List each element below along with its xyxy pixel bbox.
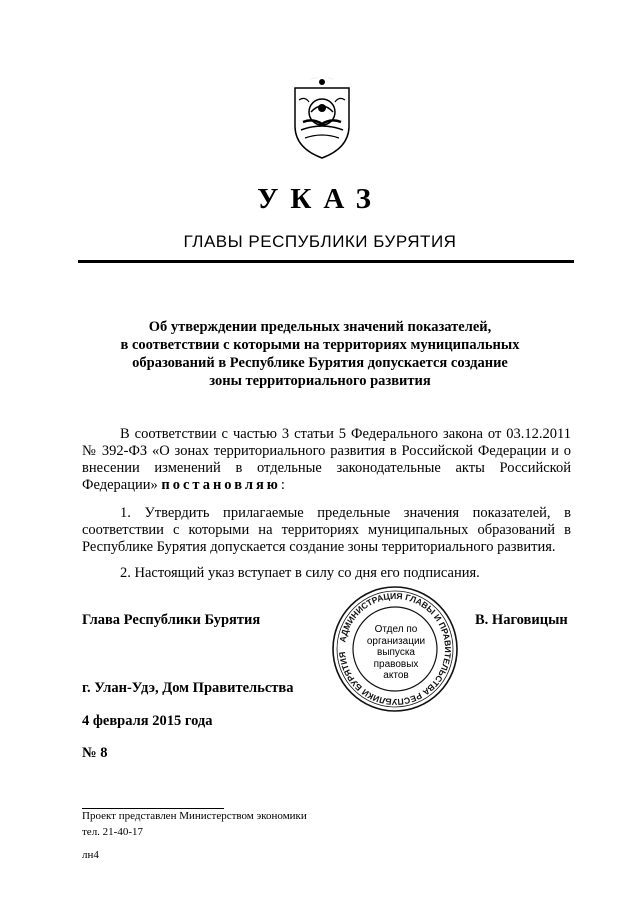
document-number: № 8 (82, 745, 108, 761)
stamp-line: правовых (373, 658, 419, 670)
preamble-paragraph (82, 426, 571, 494)
document-title-line: зоны территориального развития (209, 373, 431, 389)
decree-word: постановляю (161, 477, 281, 493)
issuer-subtitle: ГЛАВЫ РЕСПУБЛИКИ БУРЯТИЯ (183, 232, 457, 251)
document-title-line: Об утверждении предельных значений показателей, (148, 319, 492, 335)
footnote-phone: тел. 21-40-17 (82, 826, 144, 838)
footnote-code: лн4 (82, 849, 99, 861)
preamble-text: В соответствии с частью 3 статьи 5 Федерального закона от 03.12.2011 № 392-ФЗ «О зонах территориального развития в Российской Федерации и о внесении изменений в отдельные законодательные акты Российской Федерации» (82, 426, 571, 493)
header-divider (78, 260, 574, 263)
coat-of-arms-icon (289, 74, 355, 160)
document-title-line: образований в Республике Бурятия допускается создание (132, 355, 508, 371)
document-type-title: УКАЗ (257, 183, 383, 215)
document-title-line: в соответствии с которыми на территориях муниципальных (120, 337, 520, 353)
signatory-name: В. Наговицын (475, 612, 568, 628)
issue-date: 4 февраля 2015 года (82, 713, 213, 729)
item-2-paragraph: 2. Настоящий указ вступает в силу со дня его подписания. (120, 565, 480, 581)
stamp-line: организации (366, 635, 426, 647)
footnote-presented-by: Проект представлен Министерством экономики (82, 810, 307, 822)
stamp-line: актов (383, 670, 409, 681)
document-title (0, 318, 640, 390)
decree-colon: : (280, 477, 285, 493)
issue-place: г. Улан-Удэ, Дом Правительства (82, 680, 294, 696)
stamp-line: выпуска (377, 647, 415, 658)
stamp-ring-text: АДМИНИСТРАЦИЯ ГЛАВЫ И ПРАВИТЕЛЬСТВА РЕСПУБЛИКИ БУРЯТИЯ (337, 590, 454, 708)
item-1-paragraph: 1. Утвердить прилагаемые предельные значения показателей, в соответствии с которыми на территориях муниципальных образований в Республике Бурятия допускается создание зоны территориального развития. (82, 505, 571, 555)
stamp-line: Отдел по (374, 624, 418, 635)
stamp-center-text (361, 624, 431, 682)
footnote-divider (82, 808, 224, 809)
signatory-position: Глава Республики Бурятия (82, 612, 261, 628)
